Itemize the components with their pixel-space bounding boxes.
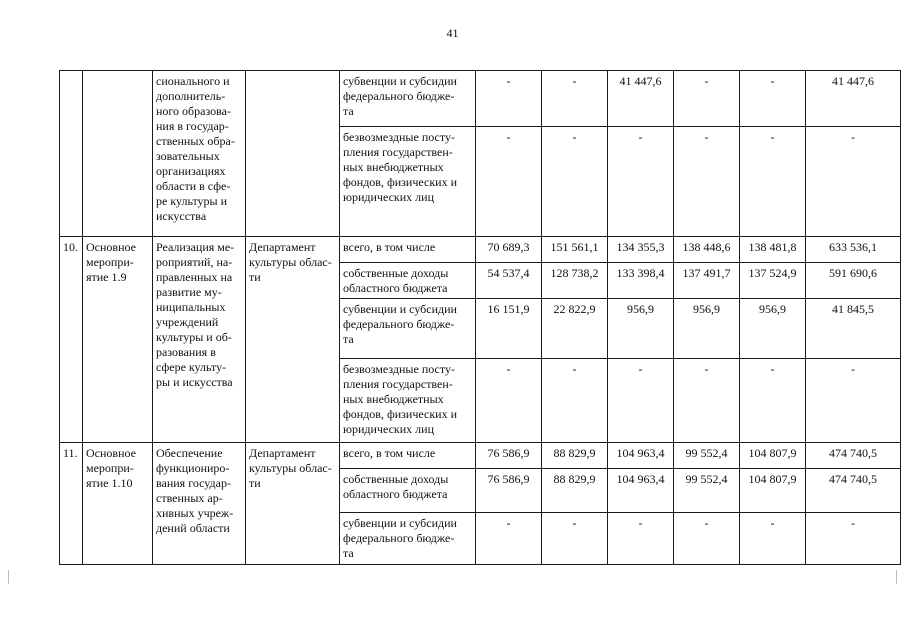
scan-edge-mark-right: [896, 570, 897, 584]
activity-name: Основное меропри- ятие 1.10: [83, 443, 153, 565]
value-cell: 88 829,9: [542, 469, 608, 513]
funding-source: субвенции и субсидии федерального бюдже- та: [340, 299, 476, 359]
value-cell: -: [740, 71, 806, 127]
funding-source: субвенции и субсидии федерального бюдже- та: [340, 71, 476, 127]
value-cell: 41 447,6: [608, 71, 674, 127]
value-cell: 151 561,1: [542, 237, 608, 263]
value-cell: -: [740, 359, 806, 443]
table-row: [60, 71, 901, 127]
value-cell: 104 807,9: [740, 469, 806, 513]
value-cell: 41 447,6: [806, 71, 901, 127]
value-cell: 99 552,4: [674, 469, 740, 513]
value-cell: 133 398,4: [608, 263, 674, 299]
value-cell: -: [674, 71, 740, 127]
value-cell: 474 740,5: [806, 469, 901, 513]
value-cell: 138 448,6: [674, 237, 740, 263]
value-cell: 16 151,9: [476, 299, 542, 359]
executor-cell: Департамент культуры облас- ти: [246, 443, 340, 565]
page-number: 41: [446, 26, 459, 40]
value-cell: 76 586,9: [476, 469, 542, 513]
value-cell: 88 829,9: [542, 443, 608, 469]
value-cell: -: [476, 127, 542, 237]
value-cell: -: [542, 71, 608, 127]
value-cell: -: [476, 71, 542, 127]
activity-description: Реализация ме- роприятий, на- правленных на развитие му- ниципальных учреждений культуры и об- разования в сфере культу- ры и искусства: [153, 237, 246, 443]
value-cell: -: [806, 359, 901, 443]
row-index: 10.: [60, 237, 83, 443]
value-cell: 137 524,9: [740, 263, 806, 299]
value-cell: -: [608, 513, 674, 565]
value-cell: 104 963,4: [608, 443, 674, 469]
value-cell: 70 689,3: [476, 237, 542, 263]
activity-name: Основное меропри- ятие 1.9: [83, 237, 153, 443]
executor-cell: [246, 71, 340, 237]
table-row: [60, 443, 901, 469]
value-cell: -: [674, 359, 740, 443]
value-cell: -: [542, 359, 608, 443]
value-cell: 104 807,9: [740, 443, 806, 469]
funding-source: безвозмездные посту- пления государствен- ных внебюджетных фондов, физических и юридических лиц: [340, 359, 476, 443]
value-cell: -: [740, 513, 806, 565]
value-cell: 591 690,6: [806, 263, 901, 299]
value-cell: 41 845,5: [806, 299, 901, 359]
value-cell: -: [806, 127, 901, 237]
activity-name: [83, 71, 153, 237]
value-cell: 134 355,3: [608, 237, 674, 263]
row-index: [60, 71, 83, 237]
funding-source: безвозмездные посту- пления государствен- ных внебюджетных фондов, физических и юридических лиц: [340, 127, 476, 237]
value-cell: 99 552,4: [674, 443, 740, 469]
value-cell: -: [476, 359, 542, 443]
value-cell: 54 537,4: [476, 263, 542, 299]
funding-source: собственные доходы областного бюджета: [340, 469, 476, 513]
value-cell: -: [542, 127, 608, 237]
value-cell: -: [740, 127, 806, 237]
value-cell: 76 586,9: [476, 443, 542, 469]
budget-table: [59, 70, 901, 565]
value-cell: 956,9: [674, 299, 740, 359]
funding-source: субвенции и субсидии федерального бюдже- та: [340, 513, 476, 565]
value-cell: -: [806, 513, 901, 565]
funding-source: собственные доходы областного бюджета: [340, 263, 476, 299]
value-cell: 137 491,7: [674, 263, 740, 299]
value-cell: 474 740,5: [806, 443, 901, 469]
value-cell: -: [608, 127, 674, 237]
table-row: [60, 237, 901, 263]
value-cell: 633 536,1: [806, 237, 901, 263]
value-cell: -: [674, 127, 740, 237]
value-cell: 956,9: [740, 299, 806, 359]
value-cell: 128 738,2: [542, 263, 608, 299]
funding-source: всего, в том числе: [340, 443, 476, 469]
scan-edge-mark-left: [8, 570, 9, 584]
activity-description: сионального и дополнитель- ного образова- ния в государ- ственных обра- зовательных организациях области в сфе- ре культуры и искусства: [153, 71, 246, 237]
funding-source: всего, в том числе: [340, 237, 476, 263]
value-cell: -: [608, 359, 674, 443]
value-cell: -: [674, 513, 740, 565]
row-index: 11.: [60, 443, 83, 565]
value-cell: 138 481,8: [740, 237, 806, 263]
executor-cell: Департамент культуры облас- ти: [246, 237, 340, 443]
value-cell: -: [542, 513, 608, 565]
value-cell: -: [476, 513, 542, 565]
value-cell: 956,9: [608, 299, 674, 359]
value-cell: 104 963,4: [608, 469, 674, 513]
activity-description: Обеспечение функциониро- вания государ- ственных ар- хивных учреж- дений области: [153, 443, 246, 565]
value-cell: 22 822,9: [542, 299, 608, 359]
